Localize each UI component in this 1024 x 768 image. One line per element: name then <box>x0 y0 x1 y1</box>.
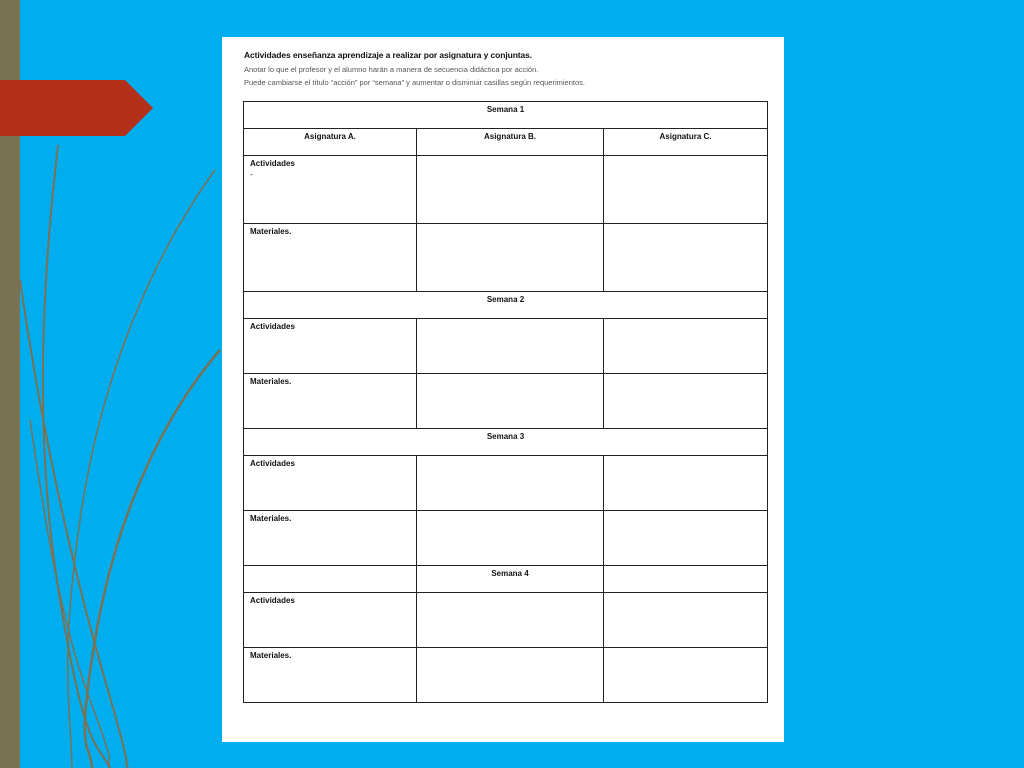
empty-cell <box>417 511 604 566</box>
empty-cell <box>604 156 768 224</box>
empty-cell <box>417 456 604 511</box>
week-header-row <box>244 566 768 593</box>
materials-label: Materiales. <box>244 648 417 703</box>
arrow-tab-shape <box>0 80 155 136</box>
empty-cell <box>604 511 768 566</box>
week-label: Semana 1 <box>244 102 768 129</box>
week-label: Semana 4 <box>417 566 604 593</box>
materials-label: Materiales. <box>244 374 417 429</box>
empty-cell <box>417 319 604 374</box>
empty-cell <box>604 374 768 429</box>
dash-mark: - <box>250 170 253 179</box>
week-label: Semana 3 <box>244 429 768 456</box>
activities-label: Actividades <box>244 593 417 648</box>
materials-row <box>244 511 768 566</box>
column-header-c: Asignatura C. <box>604 129 768 156</box>
materials-label: Materiales. <box>244 224 417 292</box>
week-header-row <box>244 102 768 129</box>
activities-row <box>244 156 768 224</box>
materials-row <box>244 224 768 292</box>
empty-cell <box>604 319 768 374</box>
activities-row <box>244 319 768 374</box>
document-note-1: Anotar lo que el profesor y el alumno harán a manera de secuencia didáctica por acción. <box>244 65 539 74</box>
activities-label-cell <box>244 156 417 224</box>
document-note-2: Puede cambiarse el título “acción” por “semana” y aumentar o disminuir casillas según requerimientos. <box>244 78 585 87</box>
activities-table <box>243 101 768 703</box>
activities-row <box>244 593 768 648</box>
column-header-a: Asignatura A. <box>244 129 417 156</box>
materials-row <box>244 374 768 429</box>
document-title: Actividades enseñanza aprendizaje a realizar por asignatura y conjuntas. <box>244 50 533 60</box>
empty-cell <box>604 593 768 648</box>
week-header-row <box>244 292 768 319</box>
empty-cell <box>244 566 417 593</box>
document-page <box>222 37 784 742</box>
activities-row <box>244 456 768 511</box>
empty-cell <box>417 156 604 224</box>
empty-cell <box>604 566 768 593</box>
materials-label: Materiales. <box>244 511 417 566</box>
week-label: Semana 2 <box>244 292 768 319</box>
empty-cell <box>417 593 604 648</box>
empty-cell <box>417 374 604 429</box>
activities-label: Actividades <box>244 319 417 374</box>
column-header-b: Asignatura B. <box>417 129 604 156</box>
empty-cell <box>604 648 768 703</box>
activities-label: Actividades <box>244 456 417 511</box>
empty-cell <box>604 456 768 511</box>
column-header-row <box>244 129 768 156</box>
materials-row <box>244 648 768 703</box>
activities-label: Actividades <box>250 159 295 168</box>
empty-cell <box>417 648 604 703</box>
empty-cell <box>604 224 768 292</box>
empty-cell <box>417 224 604 292</box>
week-header-row <box>244 429 768 456</box>
